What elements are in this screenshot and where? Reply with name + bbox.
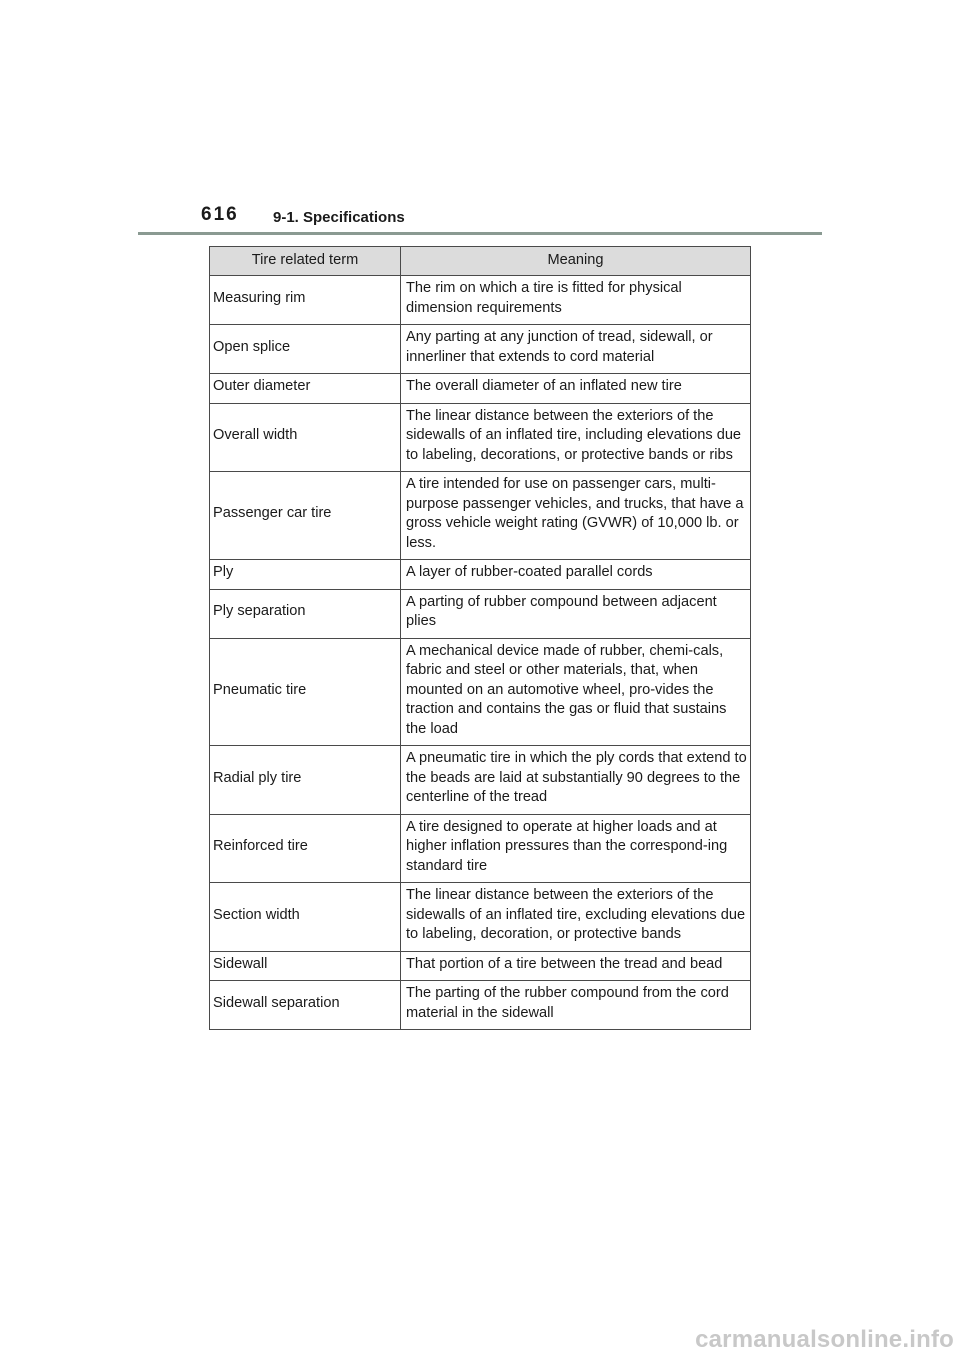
tire-terms-table (209, 246, 751, 1030)
term-cell: Radial ply tire (210, 746, 401, 815)
term-cell: Ply separation (210, 589, 401, 638)
meaning-cell: The linear distance between the exteriors of the sidewalls of an inflated tire, excluding elevations due to labeling, decoration, or protective bands (401, 883, 751, 952)
meaning-cell: A layer of rubber-coated parallel cords (401, 560, 751, 590)
table-row (210, 472, 751, 560)
site-watermark: carmanualsonline.info (695, 1326, 954, 1353)
table-row (210, 325, 751, 374)
term-cell: Ply (210, 560, 401, 590)
meaning-cell: A tire designed to operate at higher loads and at higher inflation pressures than the correspond-ing standard tire (401, 814, 751, 883)
term-cell: Measuring rim (210, 276, 401, 325)
table-row (210, 560, 751, 590)
meaning-cell: Any parting at any junction of tread, sidewall, or innerliner that extends to cord material (401, 325, 751, 374)
meaning-cell: The linear distance between the exteriors of the sidewalls of an inflated tire, including elevations due to labeling, decorations, or protective bands or ribs (401, 403, 751, 472)
meaning-cell: A tire intended for use on passenger cars, multi-purpose passenger vehicles, and trucks, that have a gross vehicle weight rating (GVWR) of 10,000 lb. or less. (401, 472, 751, 560)
table-row (210, 883, 751, 952)
term-cell: Overall width (210, 403, 401, 472)
table-row (210, 276, 751, 325)
table-row (210, 746, 751, 815)
meaning-cell: A mechanical device made of rubber, chemi-cals, fabric and steel or other materials, that, when mounted on an automotive wheel, pro-vides the traction and contains the gas or fluid that sustains the load (401, 638, 751, 746)
table-row (210, 814, 751, 883)
table-header-row (210, 247, 751, 276)
meaning-cell: The parting of the rubber compound from the cord material in the sidewall (401, 981, 751, 1030)
meaning-cell: That portion of a tire between the tread and bead (401, 951, 751, 981)
term-cell: Sidewall (210, 951, 401, 981)
section-title: 9-1. Specifications (273, 209, 405, 226)
table-row (210, 951, 751, 981)
column-header-term: Tire related term (210, 247, 401, 276)
table-row (210, 403, 751, 472)
table-row (210, 589, 751, 638)
term-cell: Open splice (210, 325, 401, 374)
term-cell: Pneumatic tire (210, 638, 401, 746)
term-cell: Outer diameter (210, 374, 401, 404)
meaning-cell: A pneumatic tire in which the ply cords that extend to the beads are laid at substantially 90 degrees to the centerline of the tread (401, 746, 751, 815)
table-row (210, 374, 751, 404)
term-cell: Sidewall separation (210, 981, 401, 1030)
meaning-cell: A parting of rubber compound between adjacent plies (401, 589, 751, 638)
table-row (210, 638, 751, 746)
meaning-cell: The overall diameter of an inflated new tire (401, 374, 751, 404)
header-divider (138, 232, 822, 235)
page-number: 616 (201, 204, 239, 225)
term-cell: Passenger car tire (210, 472, 401, 560)
table-row (210, 981, 751, 1030)
term-cell: Section width (210, 883, 401, 952)
meaning-cell: The rim on which a tire is fitted for physical dimension requirements (401, 276, 751, 325)
column-header-meaning: Meaning (401, 247, 751, 276)
term-cell: Reinforced tire (210, 814, 401, 883)
